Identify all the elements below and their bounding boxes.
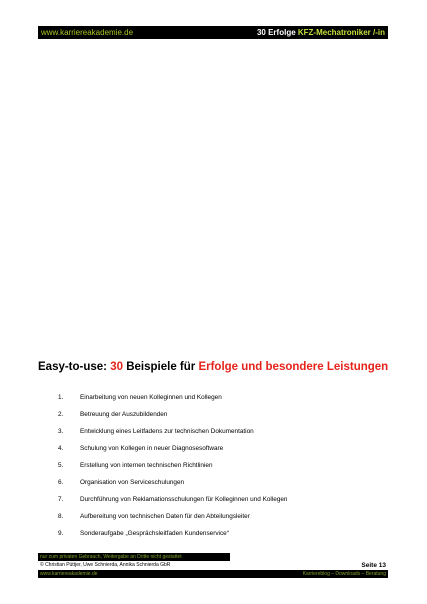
footer-copyright: © Christian Püttjer, Uwe Schnierda, Annika Schnierda GbR xyxy=(40,562,171,568)
list-item-text: Betreuung der Auszubildenden xyxy=(80,411,168,418)
list-item-text: Erstellung von internen technischen Richtlinien xyxy=(80,462,213,469)
page-number: Seite 13 xyxy=(361,562,386,569)
footer-links[interactable]: Karriereblog – Downloads – Beratung xyxy=(302,571,386,577)
list-item-number: 2. xyxy=(58,411,64,418)
list-item xyxy=(58,495,388,512)
section-heading xyxy=(38,361,388,373)
list-item-text: Durchführung von Reklamationsschulungen für Kolleginnen und Kollegen xyxy=(80,496,288,503)
header-title xyxy=(257,28,385,37)
list-item-text: Entwicklung eines Leitfadens zur technischen Dokumentation xyxy=(80,428,254,435)
heading-part2: Beispiele für xyxy=(123,361,199,373)
header-title-prefix: 30 Erfolge xyxy=(256,28,298,37)
list-item-number: 6. xyxy=(58,479,64,486)
list-item-number: 3. xyxy=(58,428,64,435)
footer-url[interactable]: www.karriereakademie.de xyxy=(40,571,98,577)
list-item-text: Schulung von Kollegen in neuer Diagnosesoftware xyxy=(80,445,224,452)
list-item xyxy=(58,529,388,546)
list-item-text: Einarbeitung von neuen Kolleginnen und Kollegen xyxy=(80,394,222,401)
list-item xyxy=(58,410,388,427)
list-item-number: 9. xyxy=(58,530,64,537)
heading-part1: Easy-to-use: xyxy=(38,361,111,373)
list-item xyxy=(58,512,388,529)
achievement-list xyxy=(58,393,388,546)
list-item-number: 5. xyxy=(58,462,64,469)
list-item xyxy=(58,461,388,478)
list-item xyxy=(58,478,388,495)
list-item xyxy=(58,427,388,444)
list-item-number: 8. xyxy=(58,513,64,520)
list-item-text: Sonderaufgabe „Gesprächsleitfaden Kundenservice“ xyxy=(80,530,229,537)
footer-copyright-row xyxy=(38,561,388,570)
heading-part3: Erfolge und besondere Leistungen xyxy=(198,361,389,373)
list-item-number: 4. xyxy=(58,445,64,452)
header-title-highlight: KFZ-Mechatroniker /-in xyxy=(297,28,385,37)
heading-number: 30 xyxy=(110,361,124,373)
page-footer xyxy=(38,553,388,578)
footer-bar xyxy=(38,570,388,578)
list-item xyxy=(58,393,388,410)
page-header xyxy=(38,26,388,39)
footer-note: nur zum privaten Gebrauch, Weitergabe an Dritte nicht gestattet xyxy=(38,553,230,561)
list-item xyxy=(58,444,388,461)
list-item-number: 1. xyxy=(58,394,64,401)
list-item-text: Aufbereitung von technischen Daten für den Abteilungsleiter xyxy=(80,513,250,520)
list-item-text: Organisation von Serviceschulungen xyxy=(80,479,185,486)
header-url[interactable]: www.karriereakademie.de xyxy=(41,28,134,37)
list-item-number: 7. xyxy=(58,496,64,503)
